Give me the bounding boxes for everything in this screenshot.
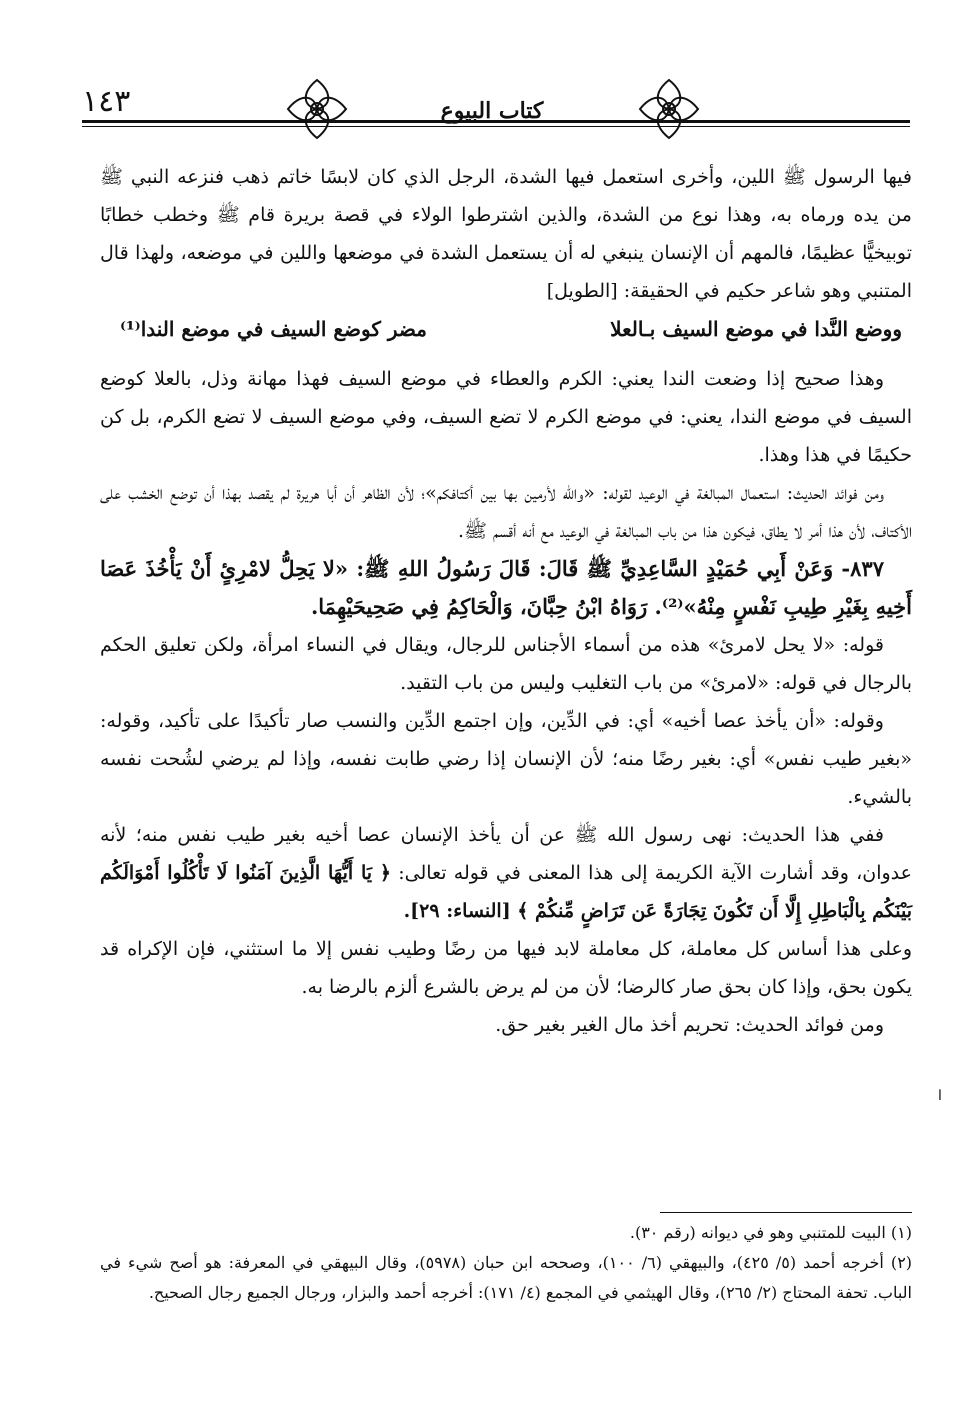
main-text	[100, 158, 912, 1044]
paragraph-6-cont: وعلى هذا أساس كل معاملة، كل معاملة لابد فيها من رضًا وطيب نفس إلا ما استثني، فإن الإكراه قد يكون بحق، وإذا كان بحق صار كالرضا؛ لأن من لم يرض بالشرع ألزم بالرضا به.	[100, 938, 912, 998]
paragraph-2: وهذا صحيح إذا وضعت الندا يعني: الكرم والعطاء في موضع السيف فهذا مهانة وذل، بالعلا كوضع السيف في موضع الندا، يعني: في موضع الكرم لا تضع السيف، وفي موضع السيف لا تضع الكرم، بل كن حكيمًا في هذا وهذا.	[100, 368, 912, 466]
footnote-rule	[660, 1212, 912, 1213]
header-rule	[82, 120, 910, 123]
header-rule-thin	[82, 126, 910, 127]
footnote-1: (١) البيت للمتنبي وهو في ديوانه (رقم ٣٠).	[629, 1223, 912, 1242]
footnotes	[100, 1218, 912, 1308]
quran-verse: ﴿ يَا أَيُّهَا الَّذِينَ آمَنُوا لَا تَأْكُلُوا أَمْوَالَكُم بَيْنَكُم بِالْبَاطِلِ إِلَّا أَن تَكُونَ تِجَارَةً عَن تَرَاضٍ مِّنكُمْ ﴾ [النساء: ٢٩].	[100, 862, 912, 922]
verse-first-hemistich: ووضع النَّدا في موضع السيف بـالعلا	[610, 317, 902, 341]
verse-second-hemistich: مضر كوضع السيف في موضع الندا⁽¹⁾	[120, 317, 427, 341]
page-title: كتاب البيوع	[440, 98, 544, 124]
hadith-text: ٨٣٧- وَعَنْ أَبِي حُمَيْدٍ السَّاعِدِيِّ ﷺ قَالَ: قَالَ رَسُولُ اللهِ ﷺ: «لا يَحِلُّ لامْرِئٍ أَنْ يَأْخُذَ عَصَا أَخِيهِ بِغَيْرِ طِيبِ نَفْسٍ مِنْهُ»⁽²⁾. رَوَاهُ ابْنُ حِبَّانَ، وَالْحَاكِمُ فِي صَحِيحَيْهِمَا.	[100, 556, 912, 619]
paragraph-1: فيها الرسول ﷺ اللين، وأخرى استعمل فيها الشدة، الرجل الذي كان لابسًا خاتم ذهب فنزعه النبي ﷺ من يده ورماه به، وهذا نوع من الشدة، والذين اشترطوا الولاء في قصة بريرة قام ﷺ وخطب خطابًا توبيخيًّا عظيمًا، فالمهم أن الإنسان ينبغي له أن يستعمل الشدة في موضعها واللين في موضعه، ولهذا قال المتنبي وهو شاعر حكيم في الحقيقة: [الطويل]	[100, 166, 912, 302]
paragraph-6	[100, 816, 912, 930]
footnote-2: (٢) أخرجه أحمد (٥/ ٤٢٥)، والبيهقي (٦/ ١٠٠)، وصححه ابن حبان (٥٩٧٨)، وقال البيهقي في المعرفة: هو أصح شيء في الباب. تحفة المحتاج (٢/ ٢٦٥)، وقال الهيثمي في المجمع (٤/ ١٧١): أخرجه أحمد والبزار، ورجال الجميع رجال الصحيح.	[100, 1253, 913, 1302]
paragraph-7: ومن فوائد الحديث: تحريم أخذ مال الغير بغير حق.	[495, 1014, 884, 1036]
ornament-right-icon	[634, 74, 704, 144]
paragraph-6-intro: ففي هذا الحديث: نهى رسول الله ﷺ عن أن يأخذ الإنسان عصا أخيه بغير طيب نفس منه؛ لأنه عدوان، وقد أشارت الآية الكريمة إلى هذا المعنى في قوله تعالى:	[100, 824, 912, 884]
poetry-verse	[100, 310, 912, 348]
paragraph-3: ومن فوائد الحديث: استعمال المبالغة في الوعيد لقوله: «والله لأرمين بها بين أكتافكم»؛ لأن الظاهر أن أبا هريرة لم يقصد بهذا أن توضع الخشب على الأكتاف، لأن هذا أمر لا يطاق، فيكون هذا من باب المبالغة في الوعيد مع أنه أقسم ﷺ.	[100, 482, 912, 542]
paragraph-5: وقوله: «أن يأخذ عصا أخيه» أي: في الدِّين، وإن اجتمع الدِّين والنسب صار تأكيدًا على تأكيد، وقوله: «بغير طيب نفس» أي: بغير رضًا منه؛ لأن الإنسان إذا رضي طابت نفسه، وإذا لم يرضي لشُحت نفسه بالشيء.	[100, 710, 912, 808]
margin-mark: ا	[938, 1088, 942, 1104]
page-header	[82, 68, 910, 156]
ornament-left-icon	[282, 74, 352, 144]
page-number: ١٤٣	[82, 84, 131, 119]
paragraph-4: قوله: «لا يحل لامرئ» هذه من أسماء الأجناس للرجال، ويقال في النساء امرأة، ولكن تعليق الحكم بالرجال في قوله: «لامرئ» من باب التغليب وليس من باب التقيد.	[100, 634, 912, 694]
